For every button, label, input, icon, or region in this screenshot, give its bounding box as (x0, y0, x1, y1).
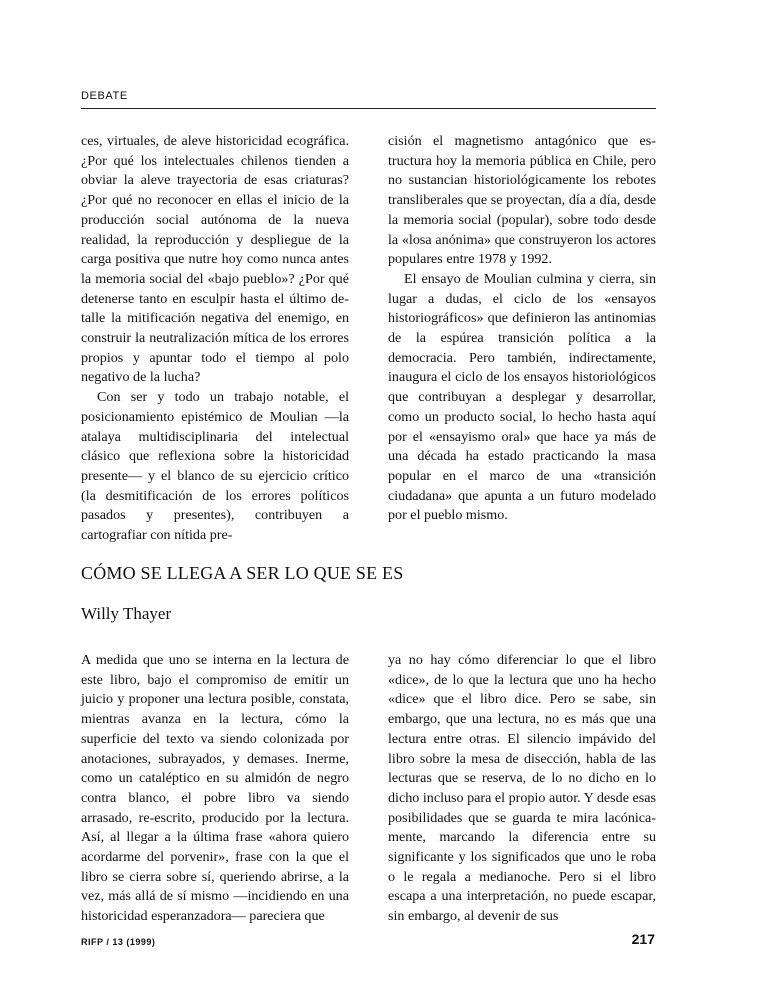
previous-article-column-left (81, 132, 349, 546)
article-title: CÓMO SE LLEGA A SER LO QUE SE ES (81, 563, 404, 583)
paragraph: cisión el magnetismo antagónico que estructura hoy la memoria pública en Chile, pero no sustancian historiológicamente los rebotes transliberales que se proyectan, día a día, desde la memoria social (popular), sobre todo desde la «losa anónima» que construyeron los actores populares entre 1978 y 1992. (388, 133, 656, 268)
paragraph: Con ser y todo un trabajo notable, el posicionamiento epistémico de Moulian —la atalaya multidisciplinaria del intelectual clásico que reflexiona sobre la historicidad presente— y el blanco de su ejercicio crítico (la desmitificación de los errores políticos pasados y presentes), contribuyen a cartografiar con nítida pre- (81, 389, 349, 544)
article-author: Willy Thayer (81, 604, 172, 623)
paragraph: ces, virtuales, de aleve historicidad ecográfica. ¿Por qué los intelectuales chilenos tienden a obviar la aleve trayectoria de esas criaturas? ¿Por qué no reconocer en ellas el inicio de la producción social autónoma de la nueva realidad, la reproducción y despliegue de la carga positiva que nutre hoy como nunca antes la memoria social del «bajo pueblo»? ¿Por qué detenerse tanto en esculpir hasta el último detalle la mitificación negativa del enemigo, en construir la neutralización mítica de los errores propios y apuntar todo el tiempo al polo negativo de la lucha? (81, 133, 349, 386)
journal-citation: RIFP / 13 (1999) (81, 937, 156, 947)
paragraph: A medida que uno se interna en la lectura de este libro, bajo el compromiso de emitir un juicio y proponer una lectura posible, constata, mientras avanza en la lectura, cómo la superficie del texto va siendo colonizada por anotaciones, subrayados, y demases. Inerme, como un cataléptico en su almidón de negro contra blanco, el pobre libro va siendo arrasado, re-escrito, producido por la lectura. Así, al llegar a la última frase «ahora quiero acordarme del porvenir», frase con la que el libro se cierra sobre sí, queriendo abrirse, a la vez, más allá de sí mismo —incidiendo en una historicidad esperanzadora— pareciera que (81, 652, 349, 925)
page-number: 217 (631, 931, 655, 947)
article-column-right (388, 651, 656, 927)
section-header: DEBATE (81, 90, 128, 102)
article-column-left (81, 651, 349, 927)
header-rule (81, 108, 656, 109)
paragraph: El ensayo de Moulian culmina y cierra, sin lugar a dudas, el ciclo de los «ensayos historiográficos» que definieron las antinomias de la espúrea transición política a la democracia. Pero también, indirectamente, inaugura el ciclo de los ensayos historiológicos que contribuyan a desplegar y desarrollar, como un producto social, lo hecho hasta aquí por el «ensayismo oral» que hace ya más de una década ha estado practicando la masa popular en el marco de una «transición ciudadana» que apunta a un futuro modelado por el pueblo mismo. (388, 270, 656, 524)
paragraph: ya no hay cómo diferenciar lo que el libro «dice», de lo que la lectura que uno ha hecho «dice» que el libro dice. Pero se sabe, sin embargo, que una lectura, no es más que una lectura entre otras. El silencio impávido del libro sobre la mesa de disección, habla de las lecturas que se reserva, de lo no dicho en lo dicho incluso para el propio autor. Y desde esas posibilidades que se guarda te mira lacónicamente, marcando la diferencia entre su significante y los significados que uno le roba o le regala a medianoche. Pero si el libro escapa a una interpretación, no puede escapar, sin embargo, al devenir de sus (388, 652, 656, 925)
previous-article-column-right (388, 132, 656, 526)
